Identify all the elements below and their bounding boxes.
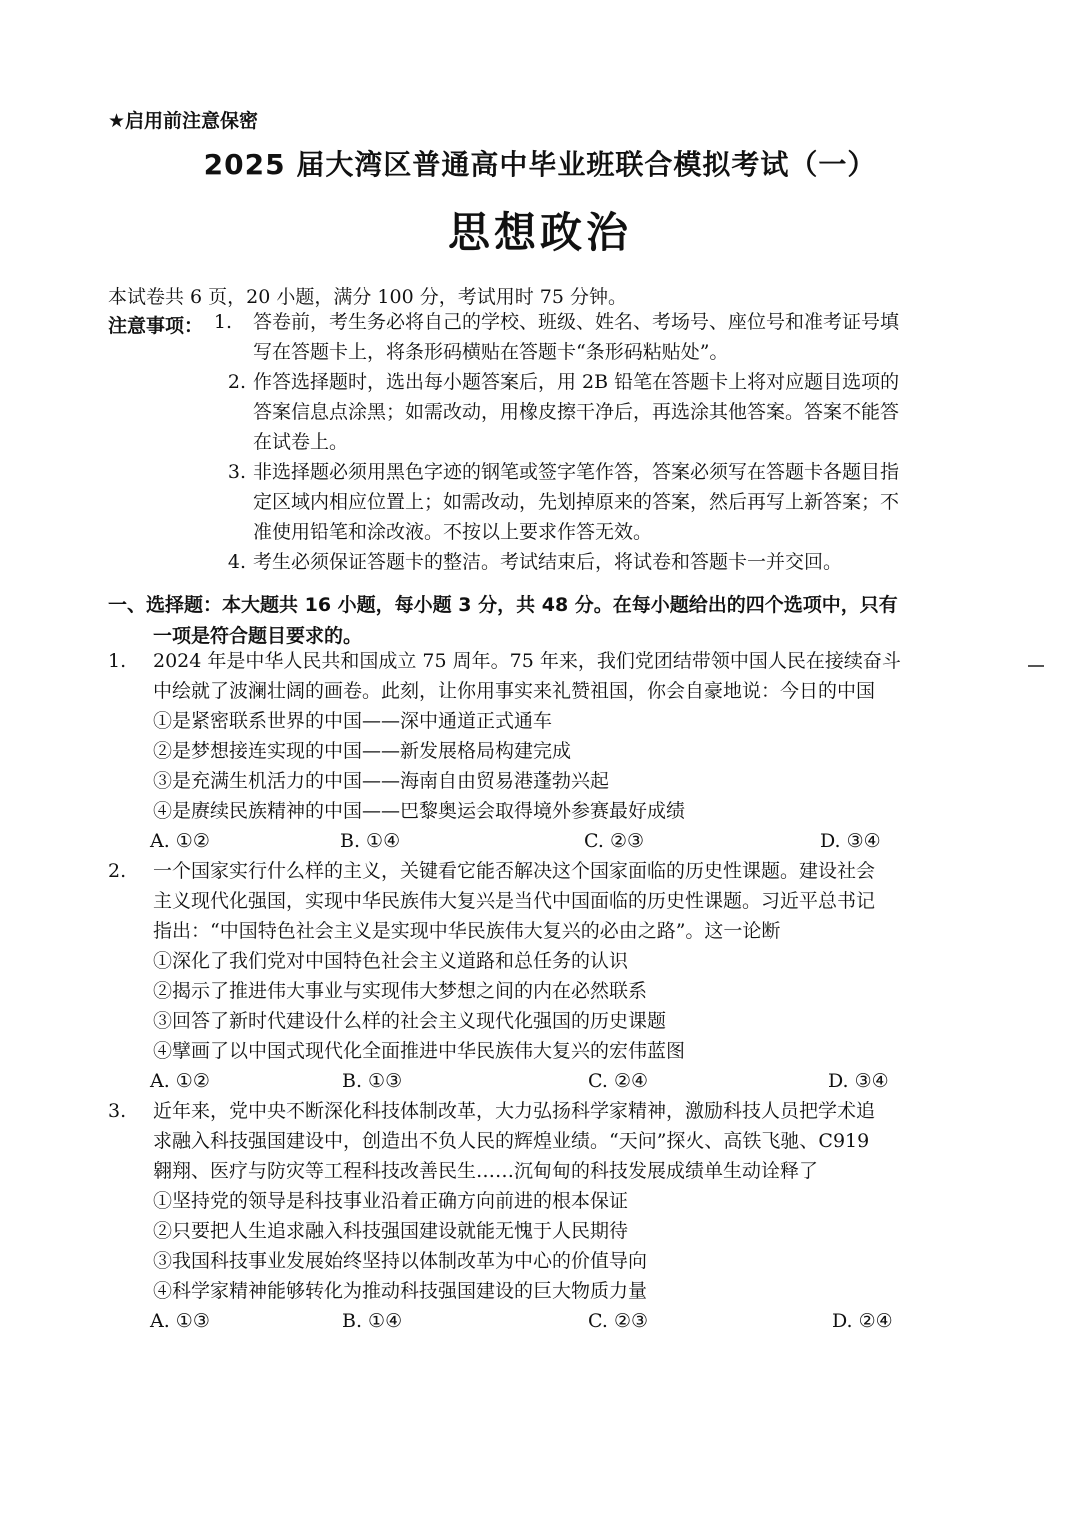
answer-option-c: C. ②③ [584,830,645,852]
margin-mark [1028,665,1044,667]
statement-item: ①深化了我们党对中国特色社会主义道路和总任务的认识 [153,950,629,972]
section-heading [108,590,988,652]
statement-item: ③是充满生机活力的中国——海南自由贸易港蓬勃兴起 [153,770,610,792]
question-stem-line: 2024 年是中华人民共和国成立 75 周年。75 年来，我们党团结带领中国人民在接续奋斗 [153,650,901,672]
statement-item: ①坚持党的领导是科技事业沿着正确方向前进的根本保证 [153,1190,629,1212]
answer-option-b: B. ①④ [342,1310,403,1332]
confidential-notice: ★启用前注意保密 [108,110,259,132]
note-number: 2. [227,371,246,393]
note-line: 准使用铅笔和涂改液。不按以上要求作答无效。 [253,521,653,543]
note-number: 4. [227,551,246,573]
answer-option-a: A. ①② [150,830,210,852]
note-line: 非选择题必须用黑色字迹的钢笔或签字笔作答，答案必须写在答题卡各题目指 [253,461,900,483]
exam-title: 2025 届大湾区普通高中毕业班联合模拟考试（一） [203,148,877,181]
note-line: 考生必须保证答题卡的整洁。考试结束后，将试卷和答题卡一并交回。 [253,551,843,573]
answer-option-c: C. ②④ [588,1070,649,1092]
note-line: 定区域内相应位置上；如需改动，先划掉原来的答案，然后再写上新答案；不 [253,491,900,513]
statement-item: ③我国科技事业发展始终坚持以体制改革为中心的价值导向 [153,1250,648,1272]
question-stem-line: 近年来，党中央不断深化科技体制改革，大力弘扬科学家精神，激励科技人员把学术追 [153,1100,876,1122]
answer-option-a: A. ①③ [150,1310,210,1332]
statement-item: ④是赓续民族精神的中国——巴黎奥运会取得境外参赛最好成绩 [153,800,686,822]
statement-item: ④科学家精神能够转化为推动科技强国建设的巨大物质力量 [153,1280,648,1302]
note-line: 在试卷上。 [253,431,349,453]
note-line: 写在答题卡上，将条形码横贴在答题卡“条形码粘贴处”。 [253,341,729,363]
exam-intro: 本试卷共 6 页，20 小题，满分 100 分，考试用时 75 分钟。 [108,286,627,308]
answer-option-c: C. ②③ [588,1310,649,1332]
notes-label: 注意事项： [108,315,204,337]
note-number: 1. [213,311,232,333]
question-number: 3. [108,1100,127,1122]
answer-option-d: D. ③④ [820,830,881,852]
note-line: 答案信息点涂黑；如需改动，用橡皮擦干净后，再选涂其他答案。答案不能答 [253,401,900,423]
statement-item: ②是梦想接连实现的中国——新发展格局构建完成 [153,740,572,762]
question-stem-line: 中绘就了波澜壮阔的画卷。此刻，让你用事实来礼赞祖国，你会自豪地说：今日的中国 [153,680,876,702]
question-stem-line: 主义现代化强国，实现中华民族伟大复兴是当代中国面临的历史性课题。习近平总书记 [153,890,876,912]
question-stem-line: 一个国家实行什么样的主义，关键看它能否解决这个国家面临的历史性课题。建设社会 [153,860,876,882]
answer-option-b: B. ①④ [340,830,401,852]
statement-item: ②揭示了推进伟大事业与实现伟大梦想之间的内在必然联系 [153,980,648,1002]
answer-option-b: B. ①③ [342,1070,403,1092]
question-stem-line: 指出：“中国特色社会主义是实现中华民族伟大复兴的必由之路”。这一论断 [153,920,781,942]
note-line: 作答选择题时，选出每小题答案后，用 2B 铅笔在答题卡上将对应题目选项的 [253,371,900,393]
question-number: 1. [108,650,127,672]
section-line: 一项是符合题目要求的。 [153,625,363,647]
note-number: 3. [227,461,246,483]
statement-item: ③回答了新时代建设什么样的社会主义现代化强国的历史课题 [153,1010,667,1032]
answer-option-d: D. ③④ [828,1070,889,1092]
statement-item: ②只要把人生追求融入科技强国建设就能无愧于人民期待 [153,1220,629,1242]
statement-item: ①是紧密联系世界的中国——深中通道正式通车 [153,710,553,732]
question-number: 2. [108,860,127,882]
subject-title: 思想政治 [447,208,632,257]
answer-option-a: A. ①② [150,1070,210,1092]
note-line: 答卷前，考生务必将自己的学校、班级、姓名、考场号、座位号和准考证号填 [253,311,900,333]
answer-option-d: D. ②④ [832,1310,893,1332]
question-stem-line: 求融入科技强国建设中，创造出不负人民的辉煌业绩。“天问”探火、高铁飞驰、C919 [153,1130,870,1152]
question-stem-line: 翱翔、医疗与防灾等工程科技改善民生……沉甸甸的科技发展成绩单生动诠释了 [153,1160,819,1182]
section-line: 一、选择题：本大题共 16 小题，每小题 3 分，共 48 分。在每小题给出的四个选项中，只有 [108,594,898,616]
statement-item: ④擘画了以中国式现代化全面推进中华民族伟大复兴的宏伟蓝图 [153,1040,686,1062]
